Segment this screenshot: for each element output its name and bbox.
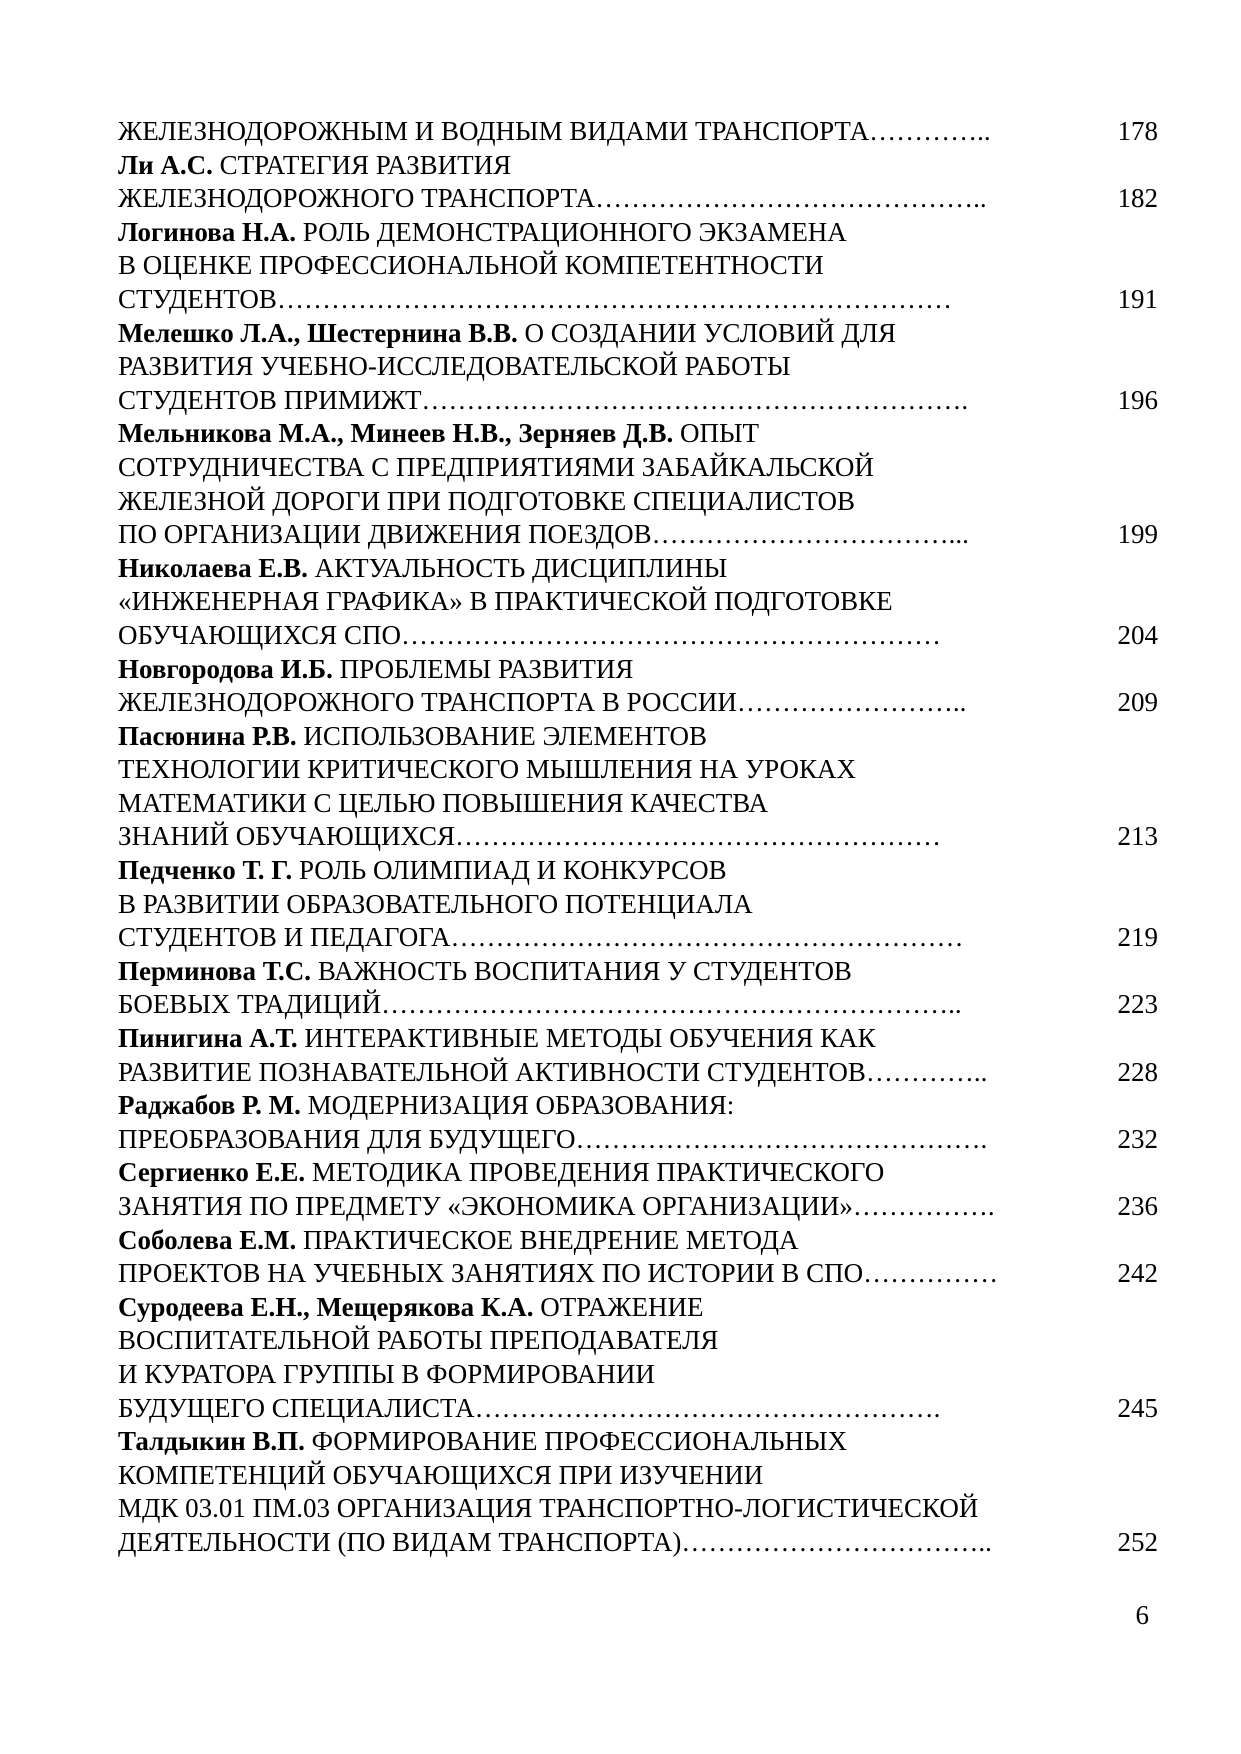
toc-line-text — [118, 585, 893, 619]
toc-line-text — [118, 653, 633, 687]
toc-line-text — [118, 1324, 718, 1358]
toc-line-text — [118, 552, 727, 586]
title-text: ВАЖНОСТЬ ВОСПИТАНИЯ У СТУДЕНТОВ — [311, 955, 852, 986]
toc-line-text — [118, 1459, 763, 1493]
toc-line-text — [118, 1257, 998, 1291]
toc-entry-last-line — [118, 686, 1158, 720]
toc-entry-line — [118, 1492, 1158, 1526]
toc-line-text — [118, 720, 707, 754]
title-text: ТЕХНОЛОГИИ КРИТИЧЕСКОГО МЫШЛЕНИЯ НА УРОКАХ — [118, 754, 856, 785]
title-text: ПРОБЛЕМЫ РАЗВИТИЯ — [332, 653, 634, 684]
title-text: ЖЕЛЕЗНОДОРОЖНОГО ТРАНСПОРТА…………………………………….. — [118, 183, 987, 214]
author-names: Суродеева Е.Н., Мещерякова К.А. — [118, 1291, 534, 1322]
toc-entry-line — [118, 317, 1158, 351]
toc-entry-last-line — [118, 518, 1158, 552]
toc-entry-line — [118, 1089, 1158, 1123]
title-text: В РАЗВИТИИ ОБРАЗОВАТЕЛЬНОГО ПОТЕНЦИАЛА — [118, 888, 753, 919]
title-text: МАТЕМАТИКИ С ЦЕЛЬЮ ПОВЫШЕНИЯ КАЧЕСТВА — [118, 787, 769, 818]
toc-line-text — [118, 888, 753, 922]
author-names: Пинигина А.Т. — [118, 1023, 298, 1054]
toc-entry-last-line — [118, 619, 1158, 653]
toc-entry-line — [118, 1459, 1158, 1493]
toc-page-number: 191 — [1117, 283, 1158, 314]
author-names: Раджабов Р. М. — [118, 1090, 301, 1121]
toc-line-text — [118, 149, 511, 183]
toc-entry-line — [118, 1425, 1158, 1459]
toc-page-number: 196 — [1117, 384, 1158, 415]
toc-line-text — [118, 417, 759, 451]
toc-line-text — [118, 1156, 884, 1190]
toc-line-text — [118, 753, 856, 787]
title-text: БОЕВЫХ ТРАДИЦИЙ……………………………………………………….. — [118, 989, 962, 1020]
toc-line-text — [118, 216, 847, 250]
toc-entry-last-line — [118, 1392, 1158, 1426]
toc-line-text — [118, 686, 966, 720]
toc-line-text — [118, 1056, 987, 1090]
toc-entry-line — [118, 585, 1158, 619]
toc-page-number: 245 — [1117, 1392, 1158, 1423]
title-text: И КУРАТОРА ГРУППЫ В ФОРМИРОВАНИИ — [118, 1358, 655, 1389]
title-text: ДЕЯТЕЛЬНОСТИ (ПО ВИДАМ ТРАНСПОРТА)…………………………….. — [118, 1526, 992, 1557]
toc-entry-line — [118, 955, 1158, 989]
title-text: ЖЕЛЕЗНОДОРОЖНОГО ТРАНСПОРТА В РОССИИ…………………….. — [118, 687, 967, 718]
toc-entry-line — [118, 485, 1158, 519]
title-text: БУДУЩЕГО СПЕЦИАЛИСТА……………………………………………. — [118, 1392, 941, 1423]
title-text: ЖЕЛЕЗНОЙ ДОРОГИ ПРИ ПОДГОТОВКЕ СПЕЦИАЛИСТОВ — [118, 485, 855, 516]
author-names: Мельникова М.А., Минеев Н.В., Зерняев Д.В. — [118, 418, 674, 449]
title-text: РОЛЬ ДЕМОНСТРАЦИОННОГО ЭКЗАМЕНА — [295, 216, 847, 247]
toc-entry-line — [118, 854, 1158, 888]
title-text: СТРАТЕГИЯ РАЗВИТИЯ — [212, 149, 512, 180]
title-text: МОДЕРНИЗАЦИЯ ОБРАЗОВАНИЯ: — [300, 1090, 735, 1121]
toc-page-number: 209 — [1117, 687, 1158, 718]
title-text: ПО ОРГАНИЗАЦИИ ДВИЖЕНИЯ ПОЕЗДОВ……………………………... — [118, 519, 969, 550]
title-text: РАЗВИТИЯ УЧЕБНО-ИССЛЕДОВАТЕЛЬСКОЙ РАБОТЫ — [118, 351, 791, 382]
toc-page-number: 199 — [1117, 519, 1158, 550]
toc-entry-line — [118, 1324, 1158, 1358]
toc-line-text — [118, 249, 824, 283]
author-names: Логинова Н.А. — [118, 216, 296, 247]
title-text: О СОЗДАНИИ УСЛОВИЙ ДЛЯ — [517, 317, 897, 348]
title-text: ОБУЧАЮЩИХСЯ СПО…………………………………………………… — [118, 619, 941, 650]
title-text: ПРОЕКТОВ НА УЧЕБНЫХ ЗАНЯТИЯХ ПО ИСТОРИИ В СПО…………… — [118, 1258, 999, 1289]
title-text: ВОСПИТАТЕЛЬНОЙ РАБОТЫ ПРЕПОДАВАТЕЛЯ — [118, 1325, 719, 1356]
toc-line-text — [118, 820, 941, 854]
toc-line-text — [118, 1291, 703, 1325]
toc-line-text — [118, 1425, 847, 1459]
title-text: ЖЕЛЕЗНОДОРОЖНЫМ И ВОДНЫМ ВИДАМИ ТРАНСПОРТА………….. — [118, 116, 991, 146]
toc-page-number: 204 — [1117, 619, 1158, 650]
toc-entry-line — [118, 720, 1158, 754]
title-text: СТУДЕНТОВ ПРИМИЖТ……………………………………………………. — [118, 384, 969, 415]
toc-entry-line — [118, 552, 1158, 586]
toc-line-text — [118, 350, 791, 384]
toc-entry-line — [118, 1022, 1158, 1056]
toc-line-text — [118, 1392, 940, 1426]
author-names: Перминова Т.С. — [118, 955, 312, 986]
title-text: СТУДЕНТОВ И ПЕДАГОГА………………………………………………… — [118, 922, 964, 953]
toc-entry-last-line — [118, 182, 1158, 216]
title-text: «ИНЖЕНЕРНАЯ ГРАФИКА» В ПРАКТИЧЕСКОЙ ПОДГОТОВКЕ — [118, 586, 893, 617]
author-names: Сергиенко Е.Е. — [118, 1157, 306, 1188]
toc-page-number: 236 — [1117, 1191, 1158, 1221]
toc-line-text — [118, 182, 987, 216]
title-text: АКТУАЛЬНОСТЬ ДИСЦИПЛИНЫ — [307, 552, 728, 583]
toc-entry-last-line — [118, 115, 1158, 149]
author-names: Ли А.С. — [118, 149, 213, 180]
author-names: Соболева Е.М. — [118, 1224, 297, 1255]
toc-entry-last-line — [118, 1123, 1158, 1157]
toc-line-text — [118, 1022, 876, 1056]
title-text: СТУДЕНТОВ………………………………………………………………… — [118, 283, 952, 314]
toc-page-number: 219 — [1117, 922, 1158, 953]
author-names: Новгородова И.Б. — [118, 653, 333, 684]
toc-entry-line — [118, 1291, 1158, 1325]
toc-page-number: 242 — [1117, 1258, 1158, 1289]
toc-line-text — [118, 518, 969, 552]
title-text: КОМПЕТЕНЦИЙ ОБУЧАЮЩИХСЯ ПРИ ИЗУЧЕНИИ — [118, 1459, 764, 1490]
title-text: ПРЕОБРАЗОВАНИЯ ДЛЯ БУДУЩЕГО………………………………………. — [118, 1123, 988, 1154]
toc-entry-line — [118, 1358, 1158, 1392]
toc-line-text — [118, 1224, 799, 1258]
toc-entry-line — [118, 1224, 1158, 1258]
title-text: РОЛЬ ОЛИМПИАД И КОНКУРСОВ — [292, 855, 727, 886]
toc-entry-last-line — [118, 384, 1158, 418]
toc-entry-line — [118, 451, 1158, 485]
toc-entry-last-line — [118, 1526, 1158, 1560]
toc-entry-line — [118, 653, 1158, 687]
toc-entry-line — [118, 216, 1158, 250]
toc-line-text — [118, 988, 962, 1022]
toc-entry-line — [118, 1156, 1158, 1190]
title-text: ФОРМИРОВАНИЕ ПРОФЕССИОНАЛЬНЫХ — [304, 1426, 848, 1457]
title-text: ОТРАЖЕНИЕ — [533, 1291, 704, 1322]
author-names: Педченко Т. Г. — [118, 855, 293, 886]
toc-line-text — [118, 1358, 655, 1392]
toc-page-number: 228 — [1117, 1056, 1158, 1087]
page-number: 6 — [1135, 1600, 1149, 1630]
author-names: Талдыкин В.П. — [118, 1426, 305, 1457]
author-names: Николаева Е.В. — [118, 552, 308, 583]
table-of-contents — [118, 115, 1158, 1560]
title-text: СОТРУДНИЧЕСТВА С ПРЕДПРИЯТИЯМИ ЗАБАЙКАЛЬСКОЙ — [118, 451, 874, 482]
toc-line-text — [118, 921, 963, 955]
toc-entry-line — [118, 787, 1158, 821]
toc-line-text — [118, 955, 852, 989]
toc-entry-line — [118, 417, 1158, 451]
toc-entry-last-line — [118, 988, 1158, 1022]
toc-page-number: 178 — [1117, 116, 1158, 146]
title-text: ПРАКТИЧЕСКОЕ ВНЕДРЕНИЕ МЕТОДА — [296, 1224, 799, 1255]
title-text: ЗНАНИЙ ОБУЧАЮЩИХСЯ……………………………………………… — [118, 821, 941, 852]
toc-entry-last-line — [118, 1257, 1158, 1291]
toc-line-text — [118, 1526, 992, 1560]
author-names: Пасюнина Р.В. — [118, 720, 297, 751]
toc-line-text — [118, 451, 874, 485]
toc-entry-line — [118, 888, 1158, 922]
toc-page-number: 213 — [1117, 821, 1158, 852]
toc-line-text — [118, 1492, 978, 1526]
toc-page-number: 232 — [1117, 1123, 1158, 1154]
author-names: Мелешко Л.А., Шестернина В.В. — [118, 317, 518, 348]
title-text: В ОЦЕНКЕ ПРОФЕССИОНАЛЬНОЙ КОМПЕТЕНТНОСТИ — [118, 250, 824, 281]
toc-line-text — [118, 317, 896, 351]
toc-entry-line — [118, 249, 1158, 283]
toc-line-text — [118, 1089, 734, 1123]
toc-line-text — [118, 854, 727, 888]
title-text: РАЗВИТИЕ ПОЗНАВАТЕЛЬНОЙ АКТИВНОСТИ СТУДЕНТОВ………….. — [118, 1056, 988, 1087]
toc-entry-last-line — [118, 1056, 1158, 1090]
title-text: ОПЫТ — [673, 418, 760, 449]
toc-line-text — [118, 1123, 987, 1157]
toc-line-text — [118, 115, 991, 149]
title-text: ИСПОЛЬЗОВАНИЕ ЭЛЕМЕНТОВ — [296, 720, 708, 751]
toc-entry-last-line — [118, 820, 1158, 854]
toc-line-text — [118, 485, 855, 519]
toc-line-text — [118, 1190, 995, 1224]
toc-line-text — [118, 787, 768, 821]
title-text: ЗАНЯТИЯ ПО ПРЕДМЕТУ «ЭКОНОМИКА ОРГАНИЗАЦИИ»……………. — [118, 1191, 995, 1221]
title-text: МЕТОДИКА ПРОВЕДЕНИЯ ПРАКТИЧЕСКОГО — [305, 1157, 885, 1188]
toc-page-number: 252 — [1117, 1526, 1158, 1557]
toc-line-text — [118, 619, 941, 653]
toc-entry-line — [118, 753, 1158, 787]
toc-page-number: 182 — [1117, 183, 1158, 214]
title-text: МДК 03.01 ПМ.03 ОРГАНИЗАЦИЯ ТРАНСПОРТНО-ЛОГИСТИЧЕСКОЙ — [118, 1493, 979, 1524]
toc-entry-line — [118, 149, 1158, 183]
toc-line-text — [118, 384, 968, 418]
title-text: ИНТЕРАКТИВНЫЕ МЕТОДЫ ОБУЧЕНИЯ КАК — [297, 1023, 876, 1054]
toc-entry-last-line — [118, 921, 1158, 955]
toc-entry-last-line — [118, 283, 1158, 317]
toc-entry-line — [118, 350, 1158, 384]
toc-line-text — [118, 283, 952, 317]
toc-page-number: 223 — [1117, 989, 1158, 1020]
toc-entry-last-line — [118, 1190, 1158, 1224]
